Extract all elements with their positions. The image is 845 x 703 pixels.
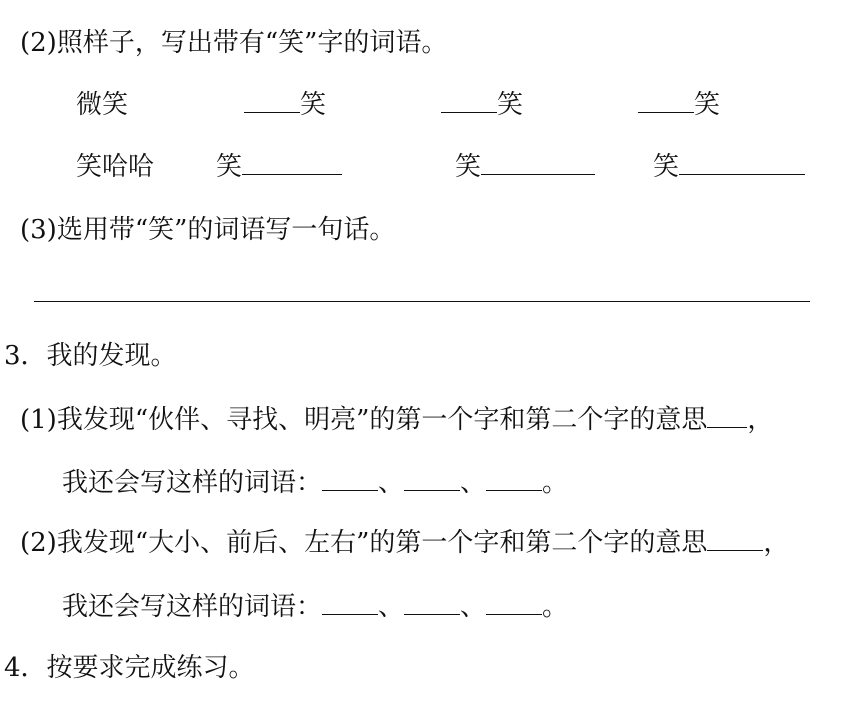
question-2-prompt: (2)照样子，写出带有“笑”字的词语。 bbox=[20, 28, 448, 58]
answer-blank[interactable] bbox=[404, 468, 460, 491]
period: 。 bbox=[542, 592, 569, 622]
separator: 、 bbox=[378, 592, 405, 622]
example-word-2: 笑哈哈 bbox=[76, 152, 155, 182]
fill-item-row1-3 bbox=[638, 88, 720, 122]
fill-prefix: 笑 bbox=[216, 152, 243, 182]
fill-suffix: 笑 bbox=[300, 90, 327, 120]
section-3-title: 3．我的发现。 bbox=[4, 341, 177, 371]
followup-label: 我还会写这样的词语： bbox=[62, 592, 323, 622]
fill-item-row2-3 bbox=[653, 150, 805, 184]
discovery-1-followup bbox=[62, 466, 568, 500]
discovery-2-text: (2)我发现“大小、前后、左右”的第一个字和第二个字的意思 bbox=[20, 528, 708, 558]
answer-blank[interactable] bbox=[707, 528, 763, 551]
fill-suffix: 笑 bbox=[694, 90, 721, 120]
question-3-prompt: (3)选用带“笑”的词语写一句话。 bbox=[20, 215, 396, 245]
sentence-answer-line[interactable] bbox=[34, 301, 810, 303]
answer-blank[interactable] bbox=[707, 405, 747, 428]
fill-item-row2-2 bbox=[455, 150, 595, 184]
discovery-1-text: (1)我发现“伙伴、寻找、明亮”的第一个字和第二个字的意思 bbox=[20, 405, 708, 435]
fill-item-row2-1 bbox=[216, 150, 342, 184]
discovery-2-followup bbox=[62, 590, 568, 624]
answer-blank[interactable] bbox=[486, 592, 542, 615]
fill-item-row1-2 bbox=[441, 88, 523, 122]
section-4-title: 4．按要求完成练习。 bbox=[4, 653, 255, 683]
fill-item-row1-1 bbox=[244, 88, 326, 122]
answer-blank[interactable] bbox=[404, 592, 460, 615]
answer-blank[interactable] bbox=[638, 90, 694, 113]
fill-suffix: 笑 bbox=[497, 90, 524, 120]
comma: ， bbox=[747, 405, 774, 435]
discovery-1 bbox=[20, 403, 773, 437]
fill-prefix: 笑 bbox=[653, 152, 680, 182]
answer-blank[interactable] bbox=[244, 90, 300, 113]
answer-blank[interactable] bbox=[441, 90, 497, 113]
answer-blank[interactable] bbox=[242, 152, 342, 175]
comma: ， bbox=[763, 528, 790, 558]
answer-blank[interactable] bbox=[486, 468, 542, 491]
separator: 、 bbox=[378, 468, 405, 498]
answer-blank[interactable] bbox=[322, 592, 378, 615]
fill-prefix: 笑 bbox=[455, 152, 482, 182]
separator: 、 bbox=[460, 468, 487, 498]
discovery-2 bbox=[20, 526, 789, 560]
period: 。 bbox=[542, 468, 569, 498]
answer-blank[interactable] bbox=[322, 468, 378, 491]
example-word-1: 微笑 bbox=[76, 90, 129, 120]
followup-label: 我还会写这样的词语： bbox=[62, 468, 323, 498]
separator: 、 bbox=[460, 592, 487, 622]
answer-blank[interactable] bbox=[481, 152, 595, 175]
answer-blank[interactable] bbox=[679, 152, 805, 175]
